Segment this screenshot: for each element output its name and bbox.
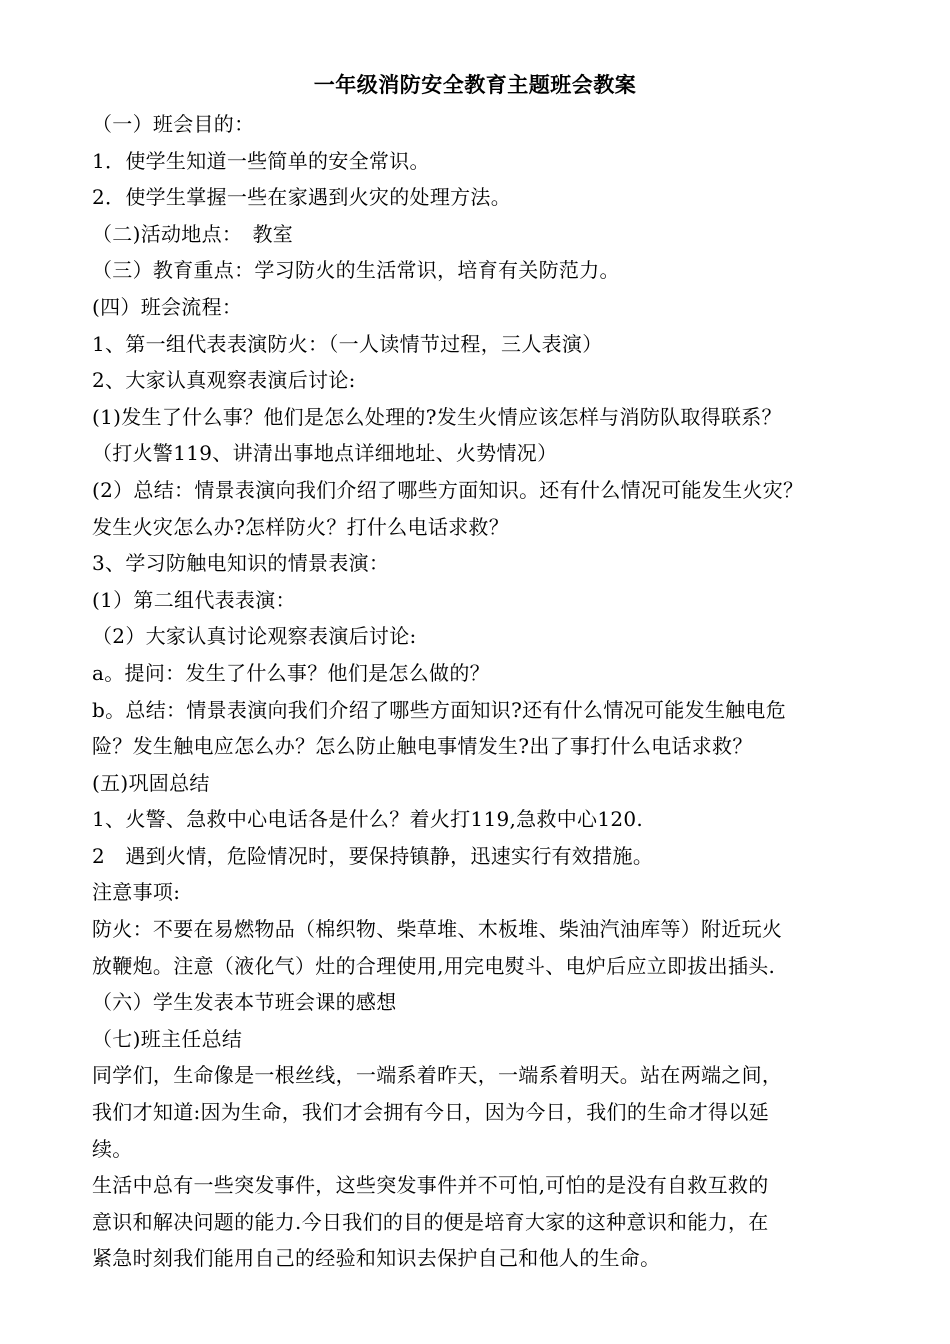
text-line: （六）学生发表本节班会课的感想 xyxy=(92,990,397,1015)
text-line: 2．使学生掌握一些在家遇到火灾的处理方法。 xyxy=(92,185,512,210)
text-line: 放鞭炮。注意（液化气）灶的合理使用,用完电熨斗、电炉后应立即拔出插头. xyxy=(92,953,776,978)
text-line: 注意事项: xyxy=(92,880,181,905)
text-line: b。总结：情景表演向我们介绍了哪些方面知识?还有什么情况可能发生触电危 xyxy=(92,697,787,722)
text-line: 生活中总有一些突发事件，这些突发事件并不可怕,可怕的是没有自救互救的 xyxy=(92,1173,769,1198)
text-line: 发生火灾怎么办?怎样防火？打什么电话求救？ xyxy=(92,514,510,539)
text-line: (五)巩固总结 xyxy=(92,770,210,795)
text-line: 险？发生触电应怎么办？怎么防止触电事情发生?出了事打什么电话求救？ xyxy=(92,734,753,759)
text-line: 2、大家认真观察表演后讨论: xyxy=(92,368,356,393)
text-line: 2 遇到火情，危险情况时，要保持镇静，迅速实行有效措施。 xyxy=(92,843,654,868)
text-line: (1）第二组代表表演： xyxy=(92,587,296,612)
text-line: 防火：不要在易燃物品（棉织物、柴草堆、木板堆、柴油汽油库等）附近玩火 xyxy=(92,917,783,942)
text-line: 1、火警、急救中心电话各是什么？着火打119,急救中心120. xyxy=(92,807,644,832)
text-line: 意识和解决问题的能力.今日我们的目的便是培育大家的这种意识和能力，在 xyxy=(92,1209,769,1234)
text-line: 1．使学生知道一些简单的安全常识。 xyxy=(92,148,430,173)
text-line: （三）教育重点：学习防火的生活常识，培育有关防范力。 xyxy=(92,258,620,283)
text-line: 1、第一组代表表演防火：（一人读情节过程，三人表演） xyxy=(92,331,603,356)
text-line: （2）大家认真讨论观察表演后讨论: xyxy=(92,624,417,649)
text-line: （一）班会目的： xyxy=(92,112,255,136)
text-line: (1)发生了什么事？他们是怎么处理的?发生火情应该怎样与消防队取得联系？ xyxy=(92,404,782,429)
text-line: 紧急时刻我们能用自己的经验和知识去保护自己和他人的生命。 xyxy=(92,1246,661,1271)
text-line: (四）班会流程： xyxy=(92,294,243,319)
text-line: （七)班主任总结 xyxy=(92,1026,243,1051)
text-line: （二)活动地点： 教室 xyxy=(92,221,294,246)
document-title: 一年级消防安全教育主题班会教案 xyxy=(313,73,637,97)
text-line: 我们才知道:因为生命，我们才会拥有今日，因为今日，我们的生命才得以延 xyxy=(92,1100,769,1125)
text-line: a。提问：发生了什么事？他们是怎么做的？ xyxy=(92,660,490,685)
text-line: 续。 xyxy=(92,1136,133,1161)
text-line: (2）总结：情景表演向我们介绍了哪些方面知识。还有什么情况可能发生火灾？ xyxy=(92,477,804,502)
text-line: 同学们，生命像是一根丝线，一端系着昨天，一端系着明天。站在两端之间， xyxy=(92,1063,783,1088)
text-line: （打火警119、讲清出事地点详细地址、火势情况） xyxy=(92,441,558,466)
text-line: 3、学习防触电知识的情景表演： xyxy=(92,551,390,576)
document-body xyxy=(92,106,892,1277)
